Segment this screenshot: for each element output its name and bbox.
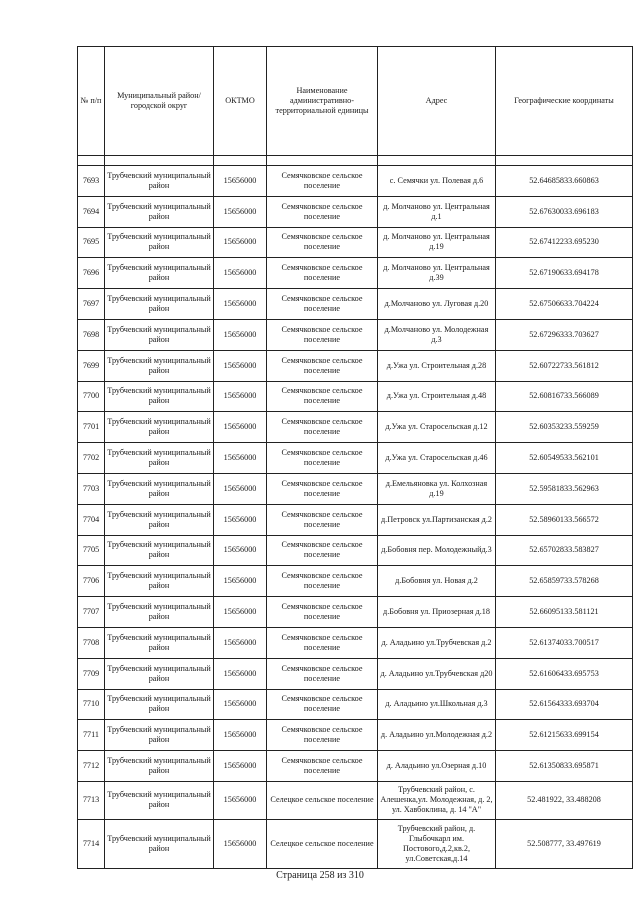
- cell-district: Трубчевский муниципальный район: [105, 381, 214, 412]
- cell-unit: Семячковское сельское поселение: [267, 689, 378, 720]
- cell-district: Трубчевский муниципальный район: [105, 166, 214, 197]
- cell-address: д.Петровск ул.Партизанская д.2: [378, 504, 496, 535]
- table-row: [78, 819, 633, 868]
- table-row: [78, 658, 633, 689]
- cell-district: Трубчевский муниципальный район: [105, 566, 214, 597]
- cell-num: 7707: [78, 597, 105, 628]
- cell-coords: 52.67296333.703627: [496, 319, 633, 350]
- cell-district: Трубчевский муниципальный район: [105, 658, 214, 689]
- cell-address: д. Аладьино ул.Трубчевская д.2: [378, 627, 496, 658]
- cell-district: Трубчевский муниципальный район: [105, 443, 214, 474]
- cell-num: 7700: [78, 381, 105, 412]
- cell-coords: 52.59581833.562963: [496, 473, 633, 504]
- cell-num: 7706: [78, 566, 105, 597]
- cell-district: Трубчевский муниципальный район: [105, 597, 214, 628]
- cell-district: Трубчевский муниципальный район: [105, 412, 214, 443]
- page-number: Страница 258 из 310: [276, 870, 364, 881]
- cell-oktmo: 15656000: [214, 658, 267, 689]
- cell-coords: 52.67190633.694178: [496, 258, 633, 289]
- table-row: [78, 289, 633, 320]
- table-row: [78, 781, 633, 819]
- cell-address: д.Ужа ул. Строительная д.48: [378, 381, 496, 412]
- col-header-unit: Наименование административно-территориальной единицы: [267, 47, 378, 156]
- cell-num: 7697: [78, 289, 105, 320]
- cell-unit: Семячковское сельское поселение: [267, 443, 378, 474]
- cell-address: д. Аладьино ул.Трубчевская д20: [378, 658, 496, 689]
- cell-address: д. Молчаново ул. Центральная д.39: [378, 258, 496, 289]
- cell-address: д.Молчаново ул. Молодежная д.3: [378, 319, 496, 350]
- cell-district: Трубчевский муниципальный район: [105, 504, 214, 535]
- cell-num: 7708: [78, 627, 105, 658]
- cell-unit: Семячковское сельское поселение: [267, 597, 378, 628]
- cell-coords: 52.66095133.581121: [496, 597, 633, 628]
- cell-address: Трубчевский район, д. Глыбочкарл им. Постового,д.2,кв.2, ул.Советская,д.14: [378, 819, 496, 868]
- table-row: [78, 566, 633, 597]
- cell-district: Трубчевский муниципальный район: [105, 720, 214, 751]
- cell-unit: Семячковское сельское поселение: [267, 166, 378, 197]
- table-row: [78, 166, 633, 197]
- cell-num: 7713: [78, 781, 105, 819]
- cell-coords: 52.67506633.704224: [496, 289, 633, 320]
- table-row: [78, 258, 633, 289]
- cell-unit: Семячковское сельское поселение: [267, 751, 378, 782]
- cell-oktmo: 15656000: [214, 535, 267, 566]
- table-row: [78, 473, 633, 504]
- cell-address: Трубчевский район, с. Алешенка,ул. Молодежная, д. 2, ул. Хавбоклина, д. 14 "А": [378, 781, 496, 819]
- cell-oktmo: 15656000: [214, 258, 267, 289]
- cell-oktmo: 15656000: [214, 412, 267, 443]
- cell-oktmo: 15656000: [214, 196, 267, 227]
- cell-address: д.Молчаново ул. Луговая д.20: [378, 289, 496, 320]
- cell-num: 7694: [78, 196, 105, 227]
- cell-coords: 52.58960133.566572: [496, 504, 633, 535]
- cell-coords: 52.508777, 33.497619: [496, 819, 633, 868]
- cell-district: Трубчевский муниципальный район: [105, 819, 214, 868]
- table-row: [78, 689, 633, 720]
- cell-num: 7710: [78, 689, 105, 720]
- cell-oktmo: 15656000: [214, 781, 267, 819]
- cell-num: 7701: [78, 412, 105, 443]
- cell-num: 7702: [78, 443, 105, 474]
- table-row: [78, 443, 633, 474]
- table-row: [78, 227, 633, 258]
- cell-unit: Семячковское сельское поселение: [267, 627, 378, 658]
- cell-oktmo: 15656000: [214, 289, 267, 320]
- cell-num: 7709: [78, 658, 105, 689]
- cell-address: д.Ужа ул. Старосельская д.12: [378, 412, 496, 443]
- cell-coords: 52.60816733.566089: [496, 381, 633, 412]
- cell-num: 7703: [78, 473, 105, 504]
- cell-num: 7714: [78, 819, 105, 868]
- cell-address: д.Бобовня пер. Молодежныйд.3: [378, 535, 496, 566]
- cell-oktmo: 15656000: [214, 504, 267, 535]
- cell-num: 7704: [78, 504, 105, 535]
- table-row: [78, 196, 633, 227]
- cell-district: Трубчевский муниципальный район: [105, 258, 214, 289]
- cell-coords: 52.61215633.699154: [496, 720, 633, 751]
- cell-unit: Семячковское сельское поселение: [267, 196, 378, 227]
- cell-unit: Семячковское сельское поселение: [267, 381, 378, 412]
- col-header-num: № п/п: [78, 47, 105, 156]
- cell-unit: Семячковское сельское поселение: [267, 473, 378, 504]
- cell-oktmo: 15656000: [214, 689, 267, 720]
- cell-district: Трубчевский муниципальный район: [105, 535, 214, 566]
- cell-unit: Селецкое сельское поселение: [267, 819, 378, 868]
- cell-coords: 52.61374033.700517: [496, 627, 633, 658]
- cell-district: Трубчевский муниципальный район: [105, 196, 214, 227]
- cell-oktmo: 15656000: [214, 319, 267, 350]
- cell-unit: Семячковское сельское поселение: [267, 535, 378, 566]
- cell-oktmo: 15656000: [214, 627, 267, 658]
- cell-unit: Семячковское сельское поселение: [267, 504, 378, 535]
- cell-unit: Семячковское сельское поселение: [267, 658, 378, 689]
- cell-oktmo: 15656000: [214, 473, 267, 504]
- cell-oktmo: 15656000: [214, 751, 267, 782]
- cell-oktmo: 15656000: [214, 566, 267, 597]
- cell-coords: 52.67630033.696183: [496, 196, 633, 227]
- cell-unit: Семячковское сельское поселение: [267, 227, 378, 258]
- cell-num: 7698: [78, 319, 105, 350]
- cell-unit: Семячковское сельское поселение: [267, 412, 378, 443]
- cell-district: Трубчевский муниципальный район: [105, 473, 214, 504]
- cell-address: д. Аладьино ул.Школьная д.3: [378, 689, 496, 720]
- cell-num: 7695: [78, 227, 105, 258]
- cell-oktmo: 15656000: [214, 227, 267, 258]
- cell-district: Трубчевский муниципальный район: [105, 289, 214, 320]
- table-row: [78, 319, 633, 350]
- cell-oktmo: 15656000: [214, 819, 267, 868]
- cell-unit: Семячковское сельское поселение: [267, 289, 378, 320]
- cell-address: д. Аладьино ул.Озерная д.10: [378, 751, 496, 782]
- cell-oktmo: 15656000: [214, 166, 267, 197]
- cell-coords: 52.481922, 33.488208: [496, 781, 633, 819]
- cell-oktmo: 15656000: [214, 443, 267, 474]
- cell-num: 7696: [78, 258, 105, 289]
- cell-address: д. Аладьино ул.Молодежная д.2: [378, 720, 496, 751]
- cell-district: Трубчевский муниципальный район: [105, 319, 214, 350]
- col-header-oktmo: ОКТМО: [214, 47, 267, 156]
- cell-coords: 52.65859733.578268: [496, 566, 633, 597]
- table-body: [78, 166, 633, 869]
- table-row: [78, 627, 633, 658]
- cell-unit: Семячковское сельское поселение: [267, 258, 378, 289]
- cell-num: 7705: [78, 535, 105, 566]
- cell-num: 7699: [78, 350, 105, 381]
- table-row: [78, 535, 633, 566]
- cell-unit: Семячковское сельское поселение: [267, 720, 378, 751]
- cell-num: 7711: [78, 720, 105, 751]
- cell-address: д. Молчаново ул. Центральная д.19: [378, 227, 496, 258]
- registry-table: [77, 46, 633, 869]
- cell-coords: 52.60353233.559259: [496, 412, 633, 443]
- cell-coords: 52.67412233.695230: [496, 227, 633, 258]
- table-row: [78, 350, 633, 381]
- cell-address: д.Бобовня ул. Приозерная д.18: [378, 597, 496, 628]
- cell-address: д.Ужа ул. Старосельская д.46: [378, 443, 496, 474]
- cell-oktmo: 15656000: [214, 350, 267, 381]
- cell-oktmo: 15656000: [214, 597, 267, 628]
- col-header-district: Муниципальный район/городской округ: [105, 47, 214, 156]
- cell-coords: 52.61606433.695753: [496, 658, 633, 689]
- cell-district: Трубчевский муниципальный район: [105, 350, 214, 381]
- cell-num: 7712: [78, 751, 105, 782]
- cell-coords: 52.61350833.695871: [496, 751, 633, 782]
- cell-address: д.Бобовня ул. Новая д.2: [378, 566, 496, 597]
- table-row: [78, 412, 633, 443]
- table-row: [78, 720, 633, 751]
- table-row: [78, 381, 633, 412]
- col-header-coords: Географические координаты: [496, 47, 633, 156]
- table-row: [78, 597, 633, 628]
- cell-num: 7693: [78, 166, 105, 197]
- cell-unit: Семячковское сельское поселение: [267, 566, 378, 597]
- cell-address: д. Молчаново ул. Центральная д.1: [378, 196, 496, 227]
- table-row: [78, 751, 633, 782]
- cell-coords: 52.64685833.660863: [496, 166, 633, 197]
- cell-district: Трубчевский муниципальный район: [105, 781, 214, 819]
- cell-district: Трубчевский муниципальный район: [105, 227, 214, 258]
- cell-address: д.Емельяновка ул. Колхозная д.19: [378, 473, 496, 504]
- cell-address: д.Ужа ул. Строительная д.28: [378, 350, 496, 381]
- table-row: [78, 504, 633, 535]
- cell-oktmo: 15656000: [214, 720, 267, 751]
- col-header-address: Адрес: [378, 47, 496, 156]
- cell-district: Трубчевский муниципальный район: [105, 751, 214, 782]
- cell-oktmo: 15656000: [214, 381, 267, 412]
- table-header-row: [78, 47, 633, 156]
- cell-unit: Семячковское сельское поселение: [267, 350, 378, 381]
- header-spacer-row: [78, 156, 633, 166]
- cell-coords: 52.60549533.562101: [496, 443, 633, 474]
- cell-coords: 52.61564333.693704: [496, 689, 633, 720]
- cell-district: Трубчевский муниципальный район: [105, 689, 214, 720]
- cell-coords: 52.65702833.583827: [496, 535, 633, 566]
- cell-address: с. Семячки ул. Полевая д.6: [378, 166, 496, 197]
- cell-unit: Семячковское сельское поселение: [267, 319, 378, 350]
- cell-coords: 52.60722733.561812: [496, 350, 633, 381]
- cell-unit: Селецкое сельское поселение: [267, 781, 378, 819]
- cell-district: Трубчевский муниципальный район: [105, 627, 214, 658]
